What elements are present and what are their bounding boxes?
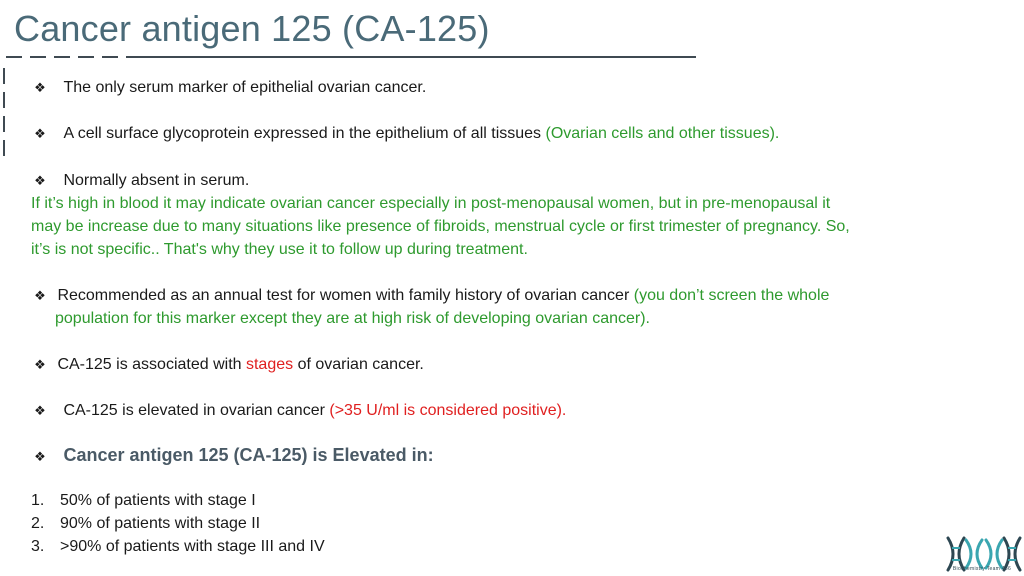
bullet-item-glycoprotein xyxy=(33,122,779,145)
list-text: 90% of patients with stage II xyxy=(60,515,261,532)
list-number: 3. xyxy=(31,538,45,555)
list-text: >90% of patients with stage III and IV xyxy=(60,538,325,555)
bullet-note: (Ovarian cells and other tissues). xyxy=(545,125,780,142)
page-title: Cancer antigen 125 (CA-125) xyxy=(14,8,490,49)
bullet-text: CA-125 is associated with xyxy=(57,356,246,373)
bullet-item-elevated xyxy=(33,399,566,422)
list-item xyxy=(31,512,260,535)
bullet-text: A cell surface glycoprotein expressed in the epithelium of all tissues xyxy=(63,125,546,142)
bullet-text: Recommended as an annual test for women with family history of ovarian cancer xyxy=(57,287,634,304)
diamond-bullet-icon: ❖ xyxy=(34,403,46,418)
bullet-note: (you don’t screen the whole xyxy=(633,287,830,304)
bullet-item-heading xyxy=(33,442,434,470)
list-item xyxy=(31,489,256,512)
diamond-bullet-icon: ❖ xyxy=(34,126,46,141)
bullet-text: CA-125 is elevated in ovarian cancer xyxy=(63,402,330,419)
highlight-text: stages xyxy=(245,356,294,373)
list-text: 50% of patients with stage I xyxy=(60,492,256,509)
note-line: population for this marker except they are at high risk of developing ovarian cancer). xyxy=(55,310,650,327)
note-line: it’s is not specific.. That's why they use it to follow up during treatment. xyxy=(31,241,528,258)
bullet-item-absent-serum xyxy=(33,169,249,192)
list-item xyxy=(31,535,325,558)
diamond-bullet-icon: ❖ xyxy=(34,449,46,464)
bullet-item-serum-marker xyxy=(33,76,426,99)
note-line: may be increase due to many situations like presence of fibroids, menstrual cycle or first trimester of pregnancy. So, xyxy=(31,218,850,235)
bullet-item-annual-test xyxy=(33,284,829,307)
list-number: 1. xyxy=(31,492,45,509)
diamond-bullet-icon: ❖ xyxy=(34,173,46,188)
highlight-text: (>35 U/ml is considered positive). xyxy=(329,402,567,419)
bullet-item-stages xyxy=(33,353,424,376)
list-number: 2. xyxy=(31,515,45,532)
diamond-bullet-icon: ❖ xyxy=(34,357,46,372)
diamond-bullet-icon: ❖ xyxy=(34,288,46,303)
diamond-bullet-icon: ❖ xyxy=(34,80,46,95)
note-line: If it’s high in blood it may indicate ovarian cancer especially in post-menopausal women, but in pre-menopausal it xyxy=(31,195,831,212)
logo-caption: Biochemistry Team 436 xyxy=(952,566,1012,572)
bullet-text: Normally absent in serum. xyxy=(63,172,250,189)
bullet-text: The only serum marker of epithelial ovarian cancer. xyxy=(63,79,427,96)
bullet-text: of ovarian cancer. xyxy=(293,356,424,373)
section-heading: Cancer antigen 125 (CA-125) is Elevated in: xyxy=(63,445,434,465)
